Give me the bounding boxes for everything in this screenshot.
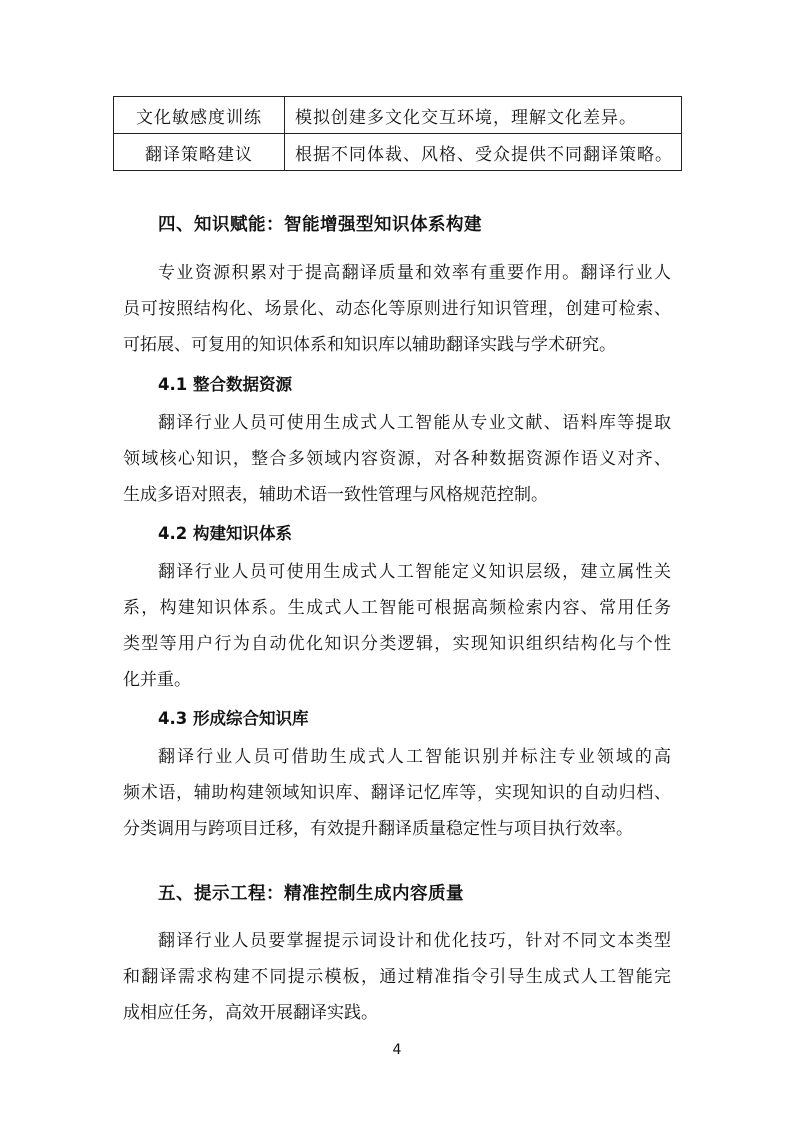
feature-table: [113, 96, 682, 171]
table-row: [114, 97, 682, 134]
table-cell-desc: 根据不同体裁、风格、受众提供不同翻译策略。: [285, 134, 682, 171]
paragraph-line: 分类调用与跨项目迁移，有效提升翻译质量稳定性与项目执行效率。: [123, 819, 633, 839]
table-cell-item: 翻译策略建议: [114, 134, 285, 171]
paragraph-line: 频术语，辅助构建领域知识库、翻译记忆库等，实现知识的自动归档、: [123, 783, 671, 803]
paragraph-line: 类型等用户行为自动优化知识分类逻辑，实现知识组织结构化与个性: [123, 634, 671, 654]
paragraph-line: 翻译行业人员可借助生成式人工智能识别并标注专业领域的高: [158, 747, 671, 767]
paragraph-line: 可拓展、可复用的知识体系和知识库以辅助翻译实践与学术研究。: [123, 335, 616, 355]
section-heading-5: 五、提示工程：精准控制生成内容质量: [158, 884, 464, 904]
table-cell-desc: 模拟创建多文化交互环境，理解文化差异。: [285, 97, 682, 134]
paragraph-line: 翻译行业人员可使用生成式人工智能从专业文献、语料库等提取: [158, 413, 671, 433]
paragraph-line: 系，构建知识体系。生成式人工智能可根据高频检索内容、常用任务: [123, 598, 671, 618]
paragraph-line: 和翻译需求构建不同提示模板，通过精准指令引导生成式人工智能完: [123, 967, 671, 987]
paragraph-line: 员可按照结构化、场景化、动态化等原则进行知识管理，创建可检索、: [123, 299, 671, 319]
subsection-heading-4-2: 4.2 构建知识体系: [158, 524, 292, 543]
paragraph-line: 成相应任务，高效开展翻译实践。: [123, 1003, 378, 1023]
paragraph-line: 翻译行业人员可使用生成式人工智能定义知识层级，建立属性关: [158, 562, 671, 582]
paragraph-line: 生成多语对照表，辅助术语一致性管理与风格规范控制。: [123, 485, 548, 505]
subsection-heading-4-3: 4.3 形成综合知识库: [158, 709, 309, 728]
paragraph-line: 领域核心知识，整合多领域内容资源，对各种数据资源作语义对齐、: [123, 449, 671, 469]
section-heading-4: 四、知识赋能：智能增强型知识体系构建: [158, 215, 482, 235]
paragraph-line: 专业资源积累对于提高翻译质量和效率有重要作用。翻译行业人: [158, 263, 671, 283]
paragraph-line: 翻译行业人员要掌握提示词设计和优化技巧，针对不同文本类型: [158, 931, 671, 951]
table-cell-item: 文化敏感度训练: [114, 97, 285, 134]
page-number: 4: [392, 1042, 402, 1058]
subsection-heading-4-1: 4.1 整合数据资源: [158, 375, 292, 394]
paragraph-line: 化并重。: [123, 670, 191, 690]
table-row: [114, 134, 682, 171]
